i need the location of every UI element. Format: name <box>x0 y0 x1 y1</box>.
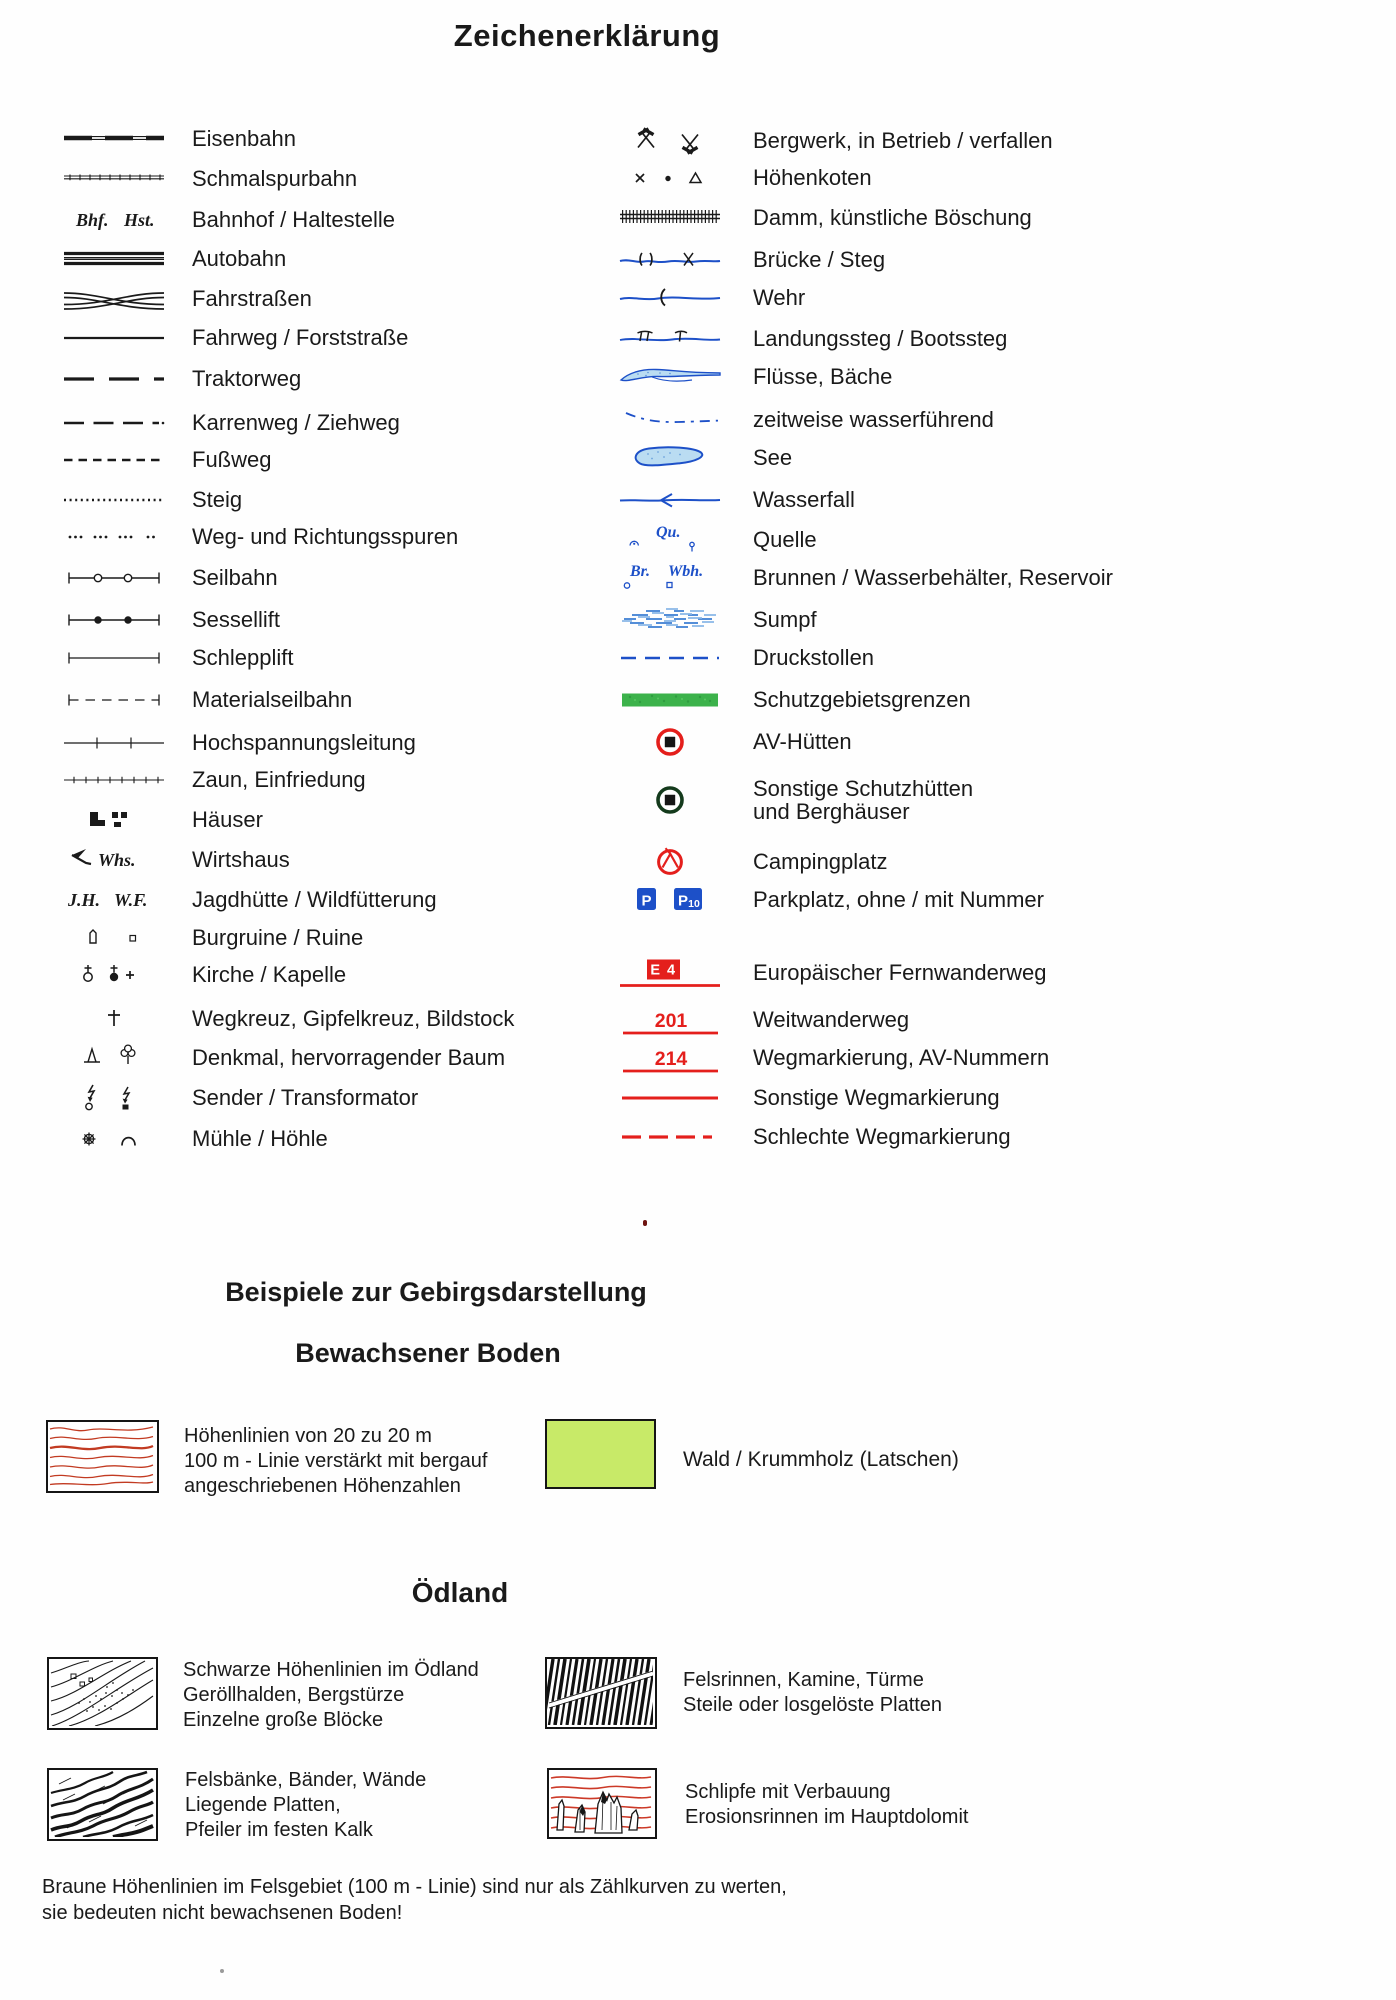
marsh-icon <box>618 603 730 637</box>
legend-row-brunnen <box>618 561 1113 595</box>
legend-label: Autobahn <box>192 246 287 271</box>
svg-text:P: P <box>641 892 652 910</box>
monument-tree-icon <box>62 1041 166 1075</box>
drag-lift-icon <box>62 641 166 675</box>
svg-text:Bhf.: Bhf. <box>76 210 109 230</box>
svg-text:Qu.: Qu. <box>656 524 681 541</box>
legend-row-wehr <box>618 281 805 315</box>
lake-icon <box>618 441 730 475</box>
protected-area-icon <box>618 683 730 717</box>
legend-row-zeitweise <box>618 403 994 437</box>
odland-slips-box <box>547 1768 657 1839</box>
legend-row-landungssteg <box>618 322 1007 356</box>
legend-label: Parkplatz, ohne / mit Nummer <box>753 887 1044 912</box>
waterfall-icon <box>618 483 730 517</box>
svg-text:E 4: E 4 <box>650 962 677 979</box>
legend-label: Sonstige Wegmarkierung <box>753 1085 1000 1110</box>
fence-line-icon <box>62 763 166 797</box>
legend-row-jagdhuette <box>62 883 437 917</box>
legend-row-sonstige-huetten <box>618 777 973 823</box>
legend-row-fussweg <box>62 443 271 477</box>
svg-text:Wbh.: Wbh. <box>668 563 704 580</box>
e4-trail-icon <box>618 956 730 990</box>
legend-row-bahnhof <box>62 203 395 237</box>
legend-label: Burgruine / Ruine <box>192 925 364 950</box>
odland-gullies-text: Felsrinnen, Kamine, Türme Steile oder losgelöste Platten <box>683 1669 943 1716</box>
legend-label: Traktorweg <box>192 366 302 391</box>
erosion-slips-texture-icon <box>549 1770 653 1835</box>
legend-row-see <box>618 441 792 475</box>
legend-label: zeitweise wasserführend <box>753 407 994 432</box>
railway-line-icon <box>62 122 166 156</box>
section-title-examples: Beispiele zur Gebirgsdarstellung <box>225 1277 647 1307</box>
jetty-icon <box>618 322 730 356</box>
legend-label: Damm, künstliche Böschung <box>753 205 1032 230</box>
legend-label: Sessellift <box>192 607 281 632</box>
intermittent-stream-icon <box>618 403 730 437</box>
svg-text:Hst.: Hst. <box>124 210 155 230</box>
power-line-icon <box>62 726 166 760</box>
legend-row-zaun <box>62 763 366 797</box>
legend-label: Zaun, Einfriedung <box>192 767 366 792</box>
cable-car-icon <box>62 561 166 595</box>
legend-label: Sonstige Schutzhütten und Berghäuser <box>753 776 974 824</box>
legend-row-denkmal <box>62 1041 505 1075</box>
svg-text:10: 10 <box>688 898 700 910</box>
forest-sample-box <box>545 1419 656 1489</box>
legend-row-kirche <box>62 958 346 992</box>
legend-row-wegmarkierung <box>618 1041 1049 1075</box>
svg-text:214: 214 <box>654 1048 688 1070</box>
contour-sample-box <box>46 1420 159 1493</box>
houses-icon <box>62 803 166 837</box>
legend-label: Jagdhütte / Wildfütterung <box>192 887 437 912</box>
legend-row-wegkreuz <box>62 1002 514 1036</box>
mine-hammers-icon <box>618 124 730 158</box>
footpath-icon <box>62 443 166 477</box>
legend-row-schlechte-wegmarkierung <box>618 1120 1011 1154</box>
legend-label: Fußweg <box>192 447 272 472</box>
legend-label: Karrenweg / Ziehweg <box>192 410 400 435</box>
rivers-icon <box>618 360 730 394</box>
legend-label: Weg- und Richtungsspuren <box>192 524 459 549</box>
red-line-icon <box>618 1081 730 1115</box>
legend-row-schlepplift <box>62 641 294 675</box>
legend-label: Fahrstraßen <box>192 286 312 311</box>
legend-row-autobahn <box>62 242 286 276</box>
legend-row-fahrweg <box>62 321 408 355</box>
legend-label: Kirche / Kapelle <box>192 962 347 987</box>
legend-label: Fahrweg / Forststraße <box>192 325 409 350</box>
legend-row-traktorweg <box>62 362 301 396</box>
svg-text:Whs.: Whs. <box>98 850 136 870</box>
legend-label: Sender / Transformator <box>192 1085 419 1110</box>
legend-row-schutzgebiet <box>618 683 971 717</box>
transmitter-icon <box>62 1081 166 1115</box>
odland-scree-text: Schwarze Höhenlinien im Ödland Geröllhalden, Bergstürze Einzelne große Blöcke <box>183 1659 479 1731</box>
legend-row-schmalspurbahn <box>62 162 357 196</box>
legend-row-fahrstrassen <box>62 282 312 316</box>
inn-flag-icon <box>62 843 166 877</box>
legend-row-campingplatz <box>618 845 888 879</box>
red-dashed-line-icon <box>618 1120 730 1154</box>
legend-row-fluesse <box>618 360 892 394</box>
legend-row-burgruine <box>62 921 363 955</box>
odland-ledges-text: Felsbänke, Bänder, Wände Liegende Platten, Pfeiler im festen Kalk <box>185 1769 427 1841</box>
legend-label: Schutzgebietsgrenzen <box>753 687 971 712</box>
cart-track-icon <box>62 406 166 440</box>
trail-dots-icon <box>62 483 166 517</box>
legend-label: Brücke / Steg <box>753 247 886 272</box>
route-214-icon <box>618 1041 730 1075</box>
legend-label: Europäischer Fernwanderweg <box>753 960 1047 985</box>
legend-label: Landungssteg / Bootssteg <box>753 326 1008 351</box>
tractor-track-icon <box>62 362 166 396</box>
svg-text:201: 201 <box>654 1010 688 1032</box>
legend-row-muehle <box>62 1122 328 1156</box>
legend-label: Hochspannungsleitung <box>192 730 416 755</box>
odland-gullies-box <box>545 1657 657 1729</box>
campsite-icon <box>618 845 730 879</box>
svg-text:P: P <box>677 892 689 910</box>
legend-row-materialseilbahn <box>62 683 352 717</box>
legend-row-parkplatz <box>618 883 1044 917</box>
contour-sample-text: Höhenlinien von 20 zu 20 m 100 m - Linie verstärkt mit bergauf angeschriebenen Höhenzahlen <box>184 1425 488 1497</box>
section-title-odland: Ödland <box>411 1577 509 1608</box>
motorway-icon <box>62 242 166 276</box>
legend-label: Schmalspurbahn <box>192 166 358 191</box>
legend-label: AV-Hütten <box>753 729 852 754</box>
svg-text:Br.: Br. <box>630 563 651 580</box>
legend-row-wasserfall <box>618 483 855 517</box>
svg-text:W.F.: W.F. <box>114 890 148 910</box>
legend-row-fernwanderweg <box>618 956 1047 990</box>
other-hut-icon <box>618 783 730 817</box>
legend-label: Bahnhof / Haltestelle <box>192 207 396 232</box>
odland-scree-box <box>47 1657 158 1730</box>
legend-row-bruecke <box>618 243 885 277</box>
forest-sample-label: Wald / Krummholz (Latschen) <box>683 1448 959 1471</box>
legend-label: Materialseilbahn <box>192 687 353 712</box>
legend-label: Druckstollen <box>753 645 875 670</box>
embankment-icon <box>618 201 730 235</box>
track-line-icon <box>62 321 166 355</box>
parking-icon <box>618 883 730 917</box>
legend-label: Schlepplift <box>192 645 294 670</box>
weir-icon <box>618 281 730 315</box>
legend-row-av-huetten <box>618 725 852 759</box>
scan-artifact-dot <box>643 1220 647 1226</box>
elevation-marks-icon <box>618 161 730 195</box>
wayside-cross-icon <box>62 1002 166 1036</box>
goods-ropeway-icon <box>62 683 166 717</box>
legend-row-bergwerk <box>618 124 1053 158</box>
legend-label: Wegmarkierung, AV-Nummern <box>753 1045 1050 1070</box>
narrow-gauge-icon <box>62 162 166 196</box>
legend-row-haeuser <box>62 803 263 837</box>
odland-ledges-box <box>47 1768 158 1841</box>
page-title: Zeichenerklärung <box>453 18 721 53</box>
legend-label: Wegkreuz, Gipfelkreuz, Bildstock <box>192 1006 515 1031</box>
footer-note: Braune Höhenlinien im Felsgebiet (100 m - Linie) sind nur als Zählkurven zu werten, sie bedeuten nicht bewachsenen Boden! <box>42 1876 787 1924</box>
road-braid-icon <box>62 282 166 316</box>
scree-texture-icon <box>49 1659 154 1726</box>
legend-label: Steig <box>192 487 243 512</box>
legend-row-weitwanderweg <box>618 1003 909 1037</box>
legend-label: Denkmal, hervorragender Baum <box>192 1045 506 1070</box>
legend-label: See <box>753 445 793 470</box>
legend-row-damm <box>618 201 1032 235</box>
route-201-icon <box>618 1003 730 1037</box>
legend-label: Wirtshaus <box>192 847 290 872</box>
legend-label: Eisenbahn <box>192 126 296 151</box>
legend-row-karrenweg <box>62 406 400 440</box>
legend-label: Seilbahn <box>192 565 278 590</box>
mill-cave-icon <box>62 1122 166 1156</box>
legend-row-sender <box>62 1081 418 1115</box>
bridge-icon <box>618 243 730 277</box>
pressure-tunnel-icon <box>618 641 730 675</box>
legend-row-hoehenkoten <box>618 161 872 195</box>
legend-row-hochspannung <box>62 726 416 760</box>
legend-label: Höhenkoten <box>753 165 872 190</box>
legend-row-seilbahn <box>62 561 278 595</box>
hut-abbrev-icon <box>62 883 166 917</box>
odland-slips-text: Schlipfe mit Verbauung Erosionsrinnen im Hauptdolomit <box>685 1781 969 1828</box>
av-hut-icon <box>618 725 730 759</box>
legend-row-wirtshaus <box>62 843 290 877</box>
legend-label: Bergwerk, in Betrieb / verfallen <box>753 128 1053 153</box>
church-chapel-icon <box>62 958 166 992</box>
legend-row-quelle <box>618 523 817 557</box>
well-reservoir-icon <box>618 561 730 595</box>
legend-row-druckstollen <box>618 641 874 675</box>
legend-label: Weitwanderweg <box>753 1007 910 1032</box>
rock-ledges-texture-icon <box>49 1770 154 1837</box>
scan-artifact-dot <box>220 1969 224 1973</box>
legend-label: Quelle <box>753 527 817 552</box>
section-title-vegetated: Bewachsener Boden <box>295 1338 561 1368</box>
chairlift-icon <box>62 603 166 637</box>
spring-icon <box>618 523 730 557</box>
legend-row-eisenbahn <box>62 122 296 156</box>
legend-label: Flüsse, Bäche <box>753 364 893 389</box>
ruin-icon <box>62 921 166 955</box>
legend-label: Wasserfall <box>753 487 855 512</box>
legend-label: Campingplatz <box>753 849 888 874</box>
legend-label: Brunnen / Wasserbehälter, Reservoir <box>753 565 1113 590</box>
legend-label: Häuser <box>192 807 263 832</box>
legend-label: Schlechte Wegmarkierung <box>753 1124 1011 1149</box>
legend-row-wegspuren <box>62 520 458 554</box>
svg-text:J.H.: J.H. <box>68 890 101 910</box>
legend-row-steig <box>62 483 242 517</box>
contour-lines-icon <box>48 1422 155 1489</box>
legend-label: Mühle / Höhle <box>192 1126 328 1151</box>
path-trace-icon <box>62 520 166 554</box>
legend-label: Sumpf <box>753 607 817 632</box>
legend-row-sonstige-wegmarkierung <box>618 1081 1000 1115</box>
legend-row-sumpf <box>618 603 817 637</box>
legend-row-sessellift <box>62 603 280 637</box>
legend-label: Wehr <box>753 285 806 310</box>
rock-gullies-texture-icon <box>547 1659 653 1725</box>
station-abbrev-icon <box>62 203 166 237</box>
